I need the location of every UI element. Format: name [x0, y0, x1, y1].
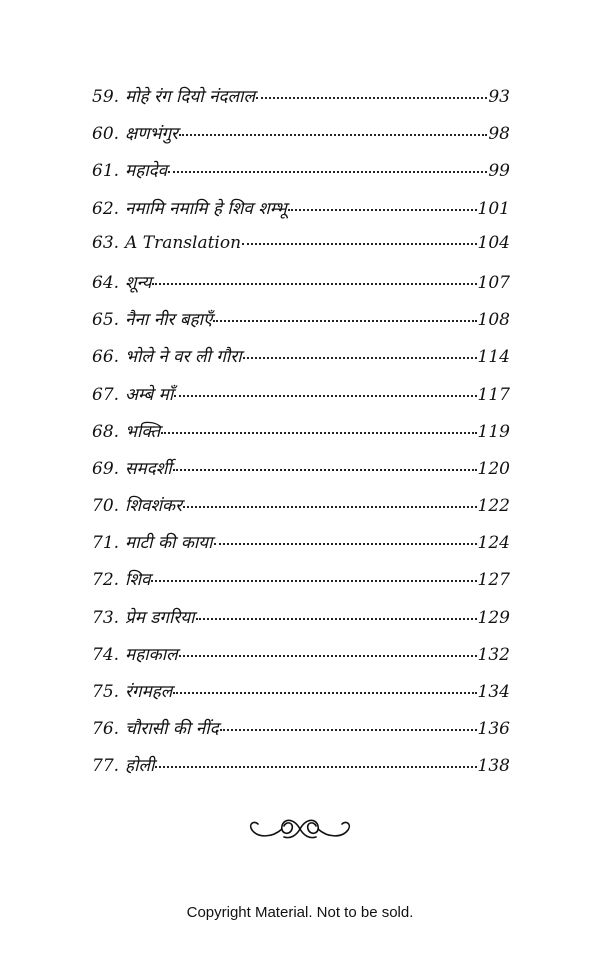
toc-entry: [92, 605, 510, 642]
toc-entry-page: 107: [477, 272, 510, 293]
dot-leader: [173, 692, 476, 694]
toc-entry-number: 63.: [92, 232, 120, 253]
toc-entry-number: 60.: [92, 124, 120, 145]
toc-entry-number: 72.: [92, 570, 120, 591]
toc-entry-page: 132: [477, 644, 510, 665]
toc-entry-number: 64.: [92, 272, 120, 293]
scroll-flourish-icon: [244, 812, 356, 846]
toc-entry-title: महादेव: [125, 161, 168, 182]
toc-entry-title: प्रेम डगरिया: [125, 607, 195, 628]
toc-entry-title: शिव: [125, 570, 151, 591]
toc-entry-page: 101: [477, 198, 510, 219]
toc-entry-page: 108: [477, 310, 510, 331]
toc-entry-title: क्षणभंगुर: [125, 124, 179, 145]
toc-entry: [92, 344, 510, 381]
toc-entry-title: मोहे रंग दियो नंदलाल: [125, 87, 255, 107]
dot-leader: [152, 283, 476, 285]
toc-entry: [92, 196, 510, 233]
toc-entry: [92, 419, 510, 456]
dot-leader: [288, 209, 477, 211]
toc-entry-number: 73.: [92, 607, 120, 628]
toc-entry: [92, 233, 510, 270]
dot-leader: [168, 171, 487, 173]
toc-entry-title: नैना नीर बहाएँ: [125, 310, 213, 331]
toc-entry-page: 122: [477, 496, 510, 517]
toc-entry-number: 65.: [92, 310, 120, 331]
toc-entry-page: 104: [477, 232, 510, 253]
toc-entry-number: 75.: [92, 682, 120, 702]
dot-leader: [256, 97, 487, 99]
toc-entry-number: 77.: [92, 756, 120, 777]
toc-entry-page: 138: [477, 756, 510, 777]
toc-entry-title: भोले ने वर ली गौरा: [125, 347, 242, 368]
dot-leader: [213, 320, 476, 322]
toc-entry: [92, 270, 510, 307]
toc-entry-page: 124: [477, 533, 510, 554]
toc-entry-title: A Translation: [125, 232, 242, 253]
toc-entry-title: नमामि नमामि हे शिव शम्भू: [125, 198, 287, 219]
toc-entry-number: 66.: [92, 347, 120, 368]
toc-entry: [92, 493, 510, 530]
toc-entry-number: 74.: [92, 644, 120, 665]
dot-leader: [183, 506, 477, 508]
toc-entry-page: 99: [488, 161, 510, 182]
toc-entry-page: 93: [488, 87, 510, 107]
dot-leader: [243, 357, 477, 359]
dot-leader: [214, 543, 477, 545]
dot-leader: [179, 655, 477, 657]
table-of-contents: [92, 84, 510, 791]
toc-entry-title: शून्य: [125, 272, 152, 293]
toc-entry-number: 68.: [92, 421, 120, 442]
toc-entry-title: समदर्शी: [125, 458, 172, 479]
toc-entry-number: 71.: [92, 533, 120, 554]
toc-entry: [92, 679, 510, 716]
toc-entry-title: रंगमहल: [125, 682, 173, 702]
toc-entry-number: 59.: [92, 87, 120, 107]
dot-leader: [242, 243, 477, 245]
toc-entry-page: 134: [477, 682, 510, 702]
toc-entry-title: भक्ति: [125, 421, 161, 442]
copyright-notice: Copyright Material. Not to be sold.: [186, 904, 414, 921]
toc-entry: [92, 158, 510, 195]
toc-entry-page: 120: [477, 458, 510, 479]
toc-entry-title: होली: [125, 756, 155, 777]
dot-leader: [173, 469, 477, 471]
dot-leader: [196, 618, 477, 620]
toc-entry-page: 119: [477, 421, 510, 442]
dot-leader: [161, 432, 476, 434]
toc-entry-title: शिवशंकर: [125, 496, 183, 517]
toc-entry: [92, 456, 510, 493]
toc-entry: [92, 307, 510, 344]
toc-entry-number: 67.: [92, 384, 120, 405]
toc-entry-number: 76.: [92, 719, 120, 740]
toc-entry-number: 70.: [92, 496, 120, 517]
toc-entry-number: 62.: [92, 198, 120, 219]
dot-leader: [179, 134, 487, 136]
toc-entry: [92, 753, 510, 790]
toc-entry-page: 114: [477, 347, 510, 368]
toc-entry-page: 98: [488, 124, 510, 145]
toc-entry-title: माटी की काया: [125, 533, 213, 554]
toc-entry: [92, 382, 510, 419]
toc-entry-number: 61.: [92, 161, 120, 182]
dot-leader: [220, 729, 477, 731]
toc-entry-title: चौरासी की नींद: [125, 719, 219, 740]
toc-entry-page: 136: [477, 719, 510, 740]
dot-leader: [151, 580, 476, 582]
toc-entry-page: 129: [477, 607, 510, 628]
toc-entry: [92, 567, 510, 604]
dot-leader: [155, 766, 476, 768]
toc-entry-title: महाकाल: [125, 644, 178, 665]
toc-entry: [92, 84, 510, 121]
toc-entry-page: 127: [477, 570, 510, 591]
toc-entry: [92, 716, 510, 753]
toc-entry: [92, 121, 510, 158]
toc-entry-number: 69.: [92, 458, 120, 479]
toc-entry-page: 117: [477, 384, 510, 405]
dot-leader: [174, 395, 476, 397]
toc-entry: [92, 530, 510, 567]
toc-entry: [92, 642, 510, 679]
toc-entry-title: अम्बे माँ: [125, 384, 174, 405]
